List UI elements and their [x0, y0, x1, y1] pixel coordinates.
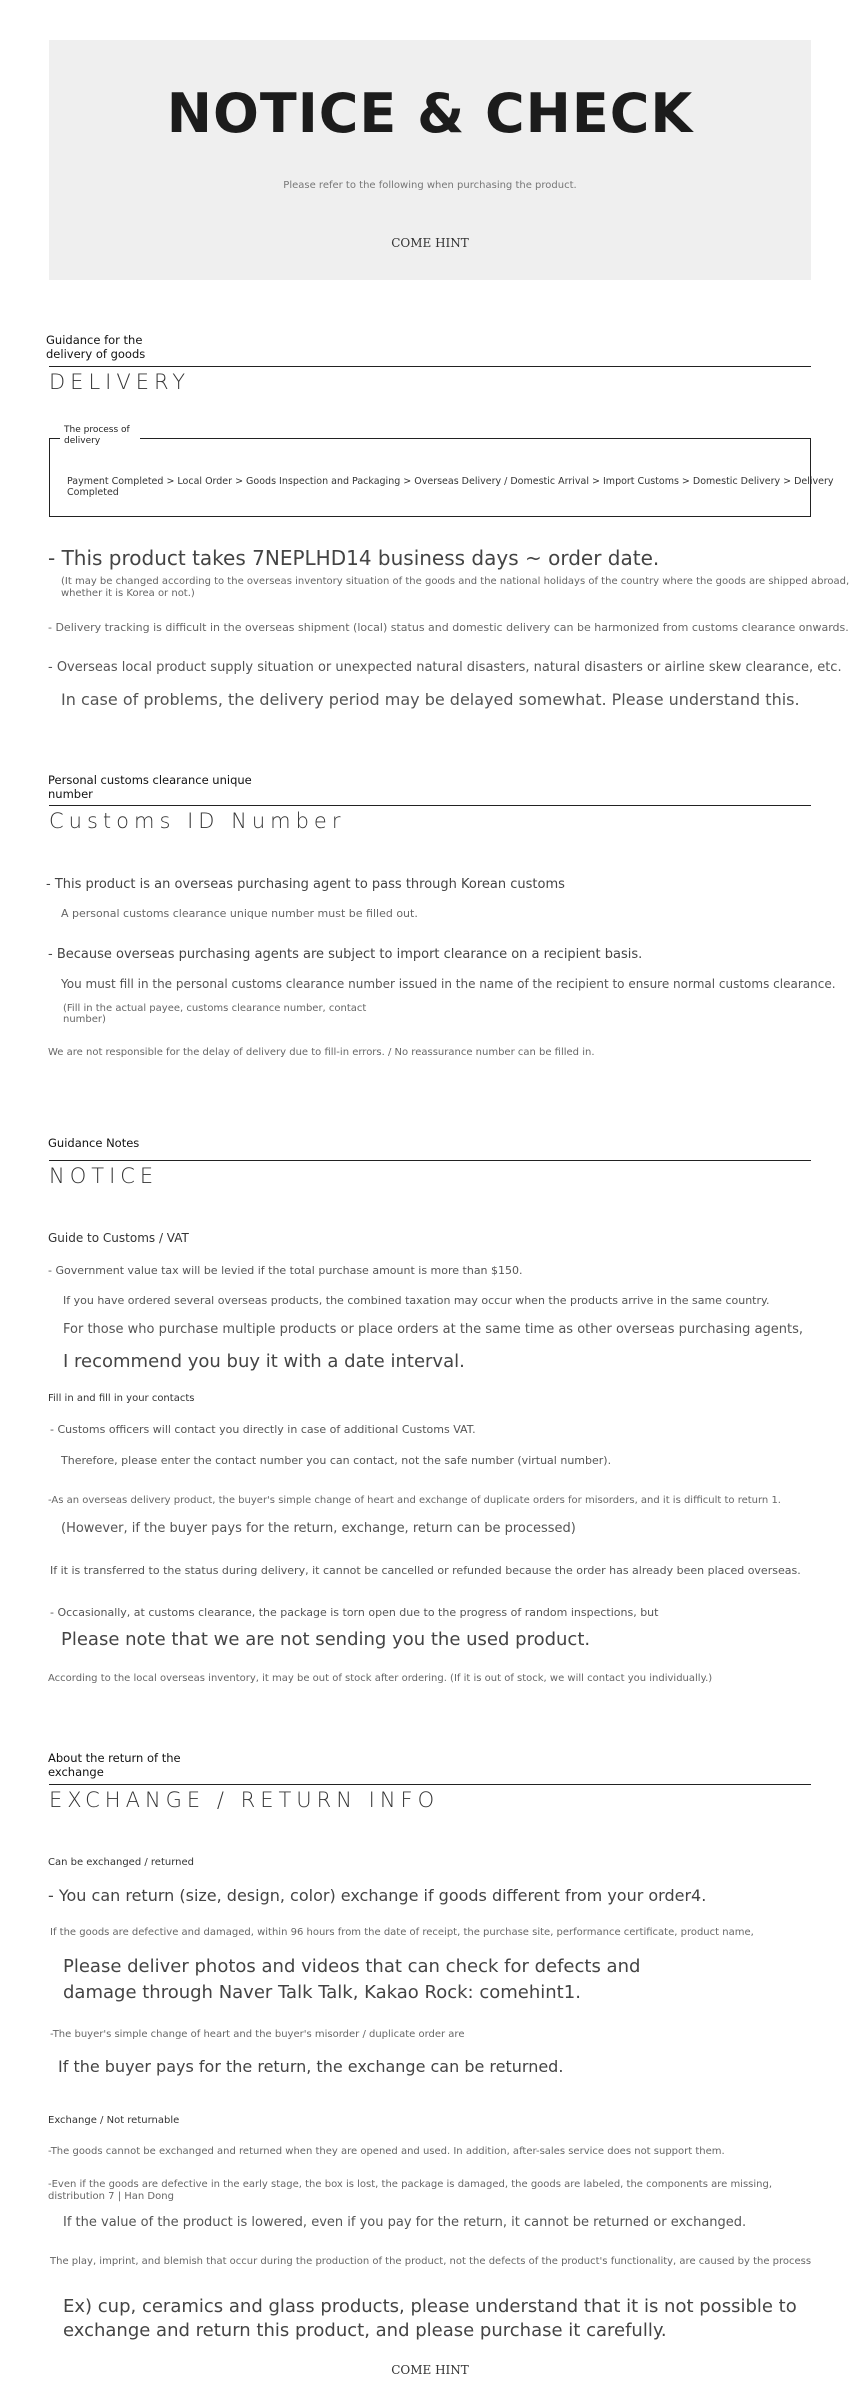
contact-line: If it is transferred to the status during delivery, it cannot be cancelled or refunded because the order has already been placed overseas. — [50, 1564, 801, 1577]
delivery-line: - Delivery tracking is difficult in the overseas shipment (local) status and domestic delivery can be harmonized from customs clearance onwards. — [48, 621, 849, 634]
not-returnable-line: -Even if the goods are defective in the early stage, the box is lost, the package is damaged, the goods are labeled, the components are missing, — [48, 2179, 773, 2190]
exchange-section-label: About the return of the exchange — [48, 1751, 181, 1779]
process-steps: Payment Completed > Local Order > Goods Inspection and Packaging > Overseas Delivery / Domestic Arrival > Import Customs > Domestic Delivery > Delivery Completed — [67, 476, 834, 498]
not-returnable-line: exchange and return this product, and please purchase it carefully. — [63, 2320, 667, 2341]
delivery-line: - Overseas local product supply situation or unexpected natural disasters, natural disasters or airline skew clearance, etc. — [48, 660, 842, 675]
not-returnable-line: -The goods cannot be exchanged and returned when they are opened and used. In addition, after-sales service does not support them. — [48, 2146, 725, 2157]
delivery-section-label: Guidance for the delivery of goods — [46, 333, 146, 361]
notice-subheading: Guide to Customs / VAT — [48, 1231, 189, 1245]
contact-line: (However, if the buyer pays for the return, exchange, return can be processed) — [61, 1521, 576, 1536]
exchange-divider — [49, 1784, 811, 1785]
contact-line: - Occasionally, at customs clearance, the package is torn open due to the progress of random inspections, but — [50, 1606, 659, 1619]
exchange-line: damage through Naver Talk Talk, Kakao Rock: comehint1. — [63, 1982, 581, 2003]
delivery-divider — [49, 366, 811, 367]
customs-divider — [49, 805, 811, 806]
hero-banner — [49, 40, 811, 280]
exchange-line: Please deliver photos and videos that can check for defects and — [63, 1956, 641, 1977]
exchange-subheading: Can be exchanged / returned — [48, 1857, 194, 1868]
hero-subtitle: Please refer to the following when purchasing the product. — [283, 180, 577, 191]
notice-subheading: Fill in and fill in your contacts — [48, 1393, 195, 1404]
customs-line: (Fill in the actual payee, customs clearance number, contact — [63, 1003, 367, 1014]
delivery-line: (It may be changed according to the overseas inventory situation of the goods and the national holidays of the country where the goods are shipped abroad, — [61, 576, 850, 587]
customs-line: A personal customs clearance unique number must be filled out. — [61, 907, 418, 920]
not-returnable-line: Ex) cup, ceramics and glass products, please understand that it is not possible to — [63, 2296, 797, 2317]
notice-section-label: Guidance Notes — [48, 1136, 140, 1150]
contact-line: - Customs officers will contact you directly in case of additional Customs VAT. — [50, 1423, 476, 1436]
not-returnable-line: The play, imprint, and blemish that occur during the production of the product, not the defects of the product's functionality, are caused by the process — [50, 2256, 812, 2267]
not-returnable-line: If the value of the product is lowered, even if you pay for the return, it cannot be returned or exchanged. — [63, 2215, 747, 2230]
customs-section-label: Personal customs clearance unique number — [48, 773, 252, 801]
process-label: The process of delivery — [60, 425, 140, 447]
contact-line: -As an overseas delivery product, the buyer's simple change of heart and exchange of duplicate orders for misorders, and it is difficult to return 1. — [48, 1495, 781, 1506]
exchange-title: EXCHANGE / RETURN INFO — [49, 1788, 440, 1812]
delivery-line: In case of problems, the delivery period may be delayed somewhat. Please understand this. — [61, 690, 800, 709]
exchange-line: If the buyer pays for the return, the exchange can be returned. — [58, 2057, 564, 2076]
delivery-line: - This product takes 7NEPLHD14 business days ~ order date. — [48, 546, 660, 570]
contact-line: Please note that we are not sending you the used product. — [61, 1629, 591, 1650]
notice-title: NOTICE — [49, 1164, 159, 1188]
not-returnable-line: distribution 7 | Han Dong — [48, 2191, 174, 2202]
exchange-line: - You can return (size, design, color) exchange if goods different from your order4. — [48, 1886, 707, 1905]
vat-line: I recommend you buy it with a date interval. — [63, 1351, 465, 1372]
vat-line: - Government value tax will be levied if the total purchase amount is more than $150. — [48, 1264, 523, 1277]
delivery-line: whether it is Korea or not.) — [61, 588, 195, 599]
contact-line: Therefore, please enter the contact number you can contact, not the safe number (virtual number). — [61, 1454, 612, 1467]
notice-divider — [49, 1160, 811, 1161]
customs-line: - Because overseas purchasing agents are subject to import clearance on a recipient basis. — [48, 947, 643, 962]
contact-line: According to the local overseas inventory, it may be out of stock after ordering. (If it is out of stock, we will contact you individually.) — [48, 1673, 713, 1684]
customs-line: You must fill in the personal customs clearance number issued in the name of the recipient to ensure normal customs clearance. — [61, 977, 836, 991]
exchange-line: -The buyer's simple change of heart and the buyer's misorder / duplicate order are — [50, 2029, 465, 2040]
exchange-subheading: Exchange / Not returnable — [48, 2115, 180, 2126]
customs-title: Customs ID Number — [49, 809, 346, 833]
exchange-line: If the goods are defective and damaged, within 96 hours from the date of receipt, the purchase site, performance certificate, product name, — [50, 1927, 754, 1938]
vat-line: If you have ordered several overseas products, the combined taxation may occur when the products arrive in the same country. — [63, 1294, 770, 1307]
customs-line: - This product is an overseas purchasing agent to pass through Korean customs — [46, 877, 565, 892]
brand-name: COME HINT — [391, 236, 469, 250]
delivery-title: DELIVERY — [49, 370, 191, 394]
page-title: NOTICE & CHECK — [166, 82, 694, 145]
footer-brand: COME HINT — [391, 2363, 469, 2377]
customs-line: We are not responsible for the delay of delivery due to fill-in errors. / No reassurance number can be filled in. — [48, 1047, 595, 1058]
vat-line: For those who purchase multiple products or place orders at the same time as other overseas purchasing agents, — [63, 1322, 803, 1337]
customs-line: number) — [63, 1014, 106, 1025]
